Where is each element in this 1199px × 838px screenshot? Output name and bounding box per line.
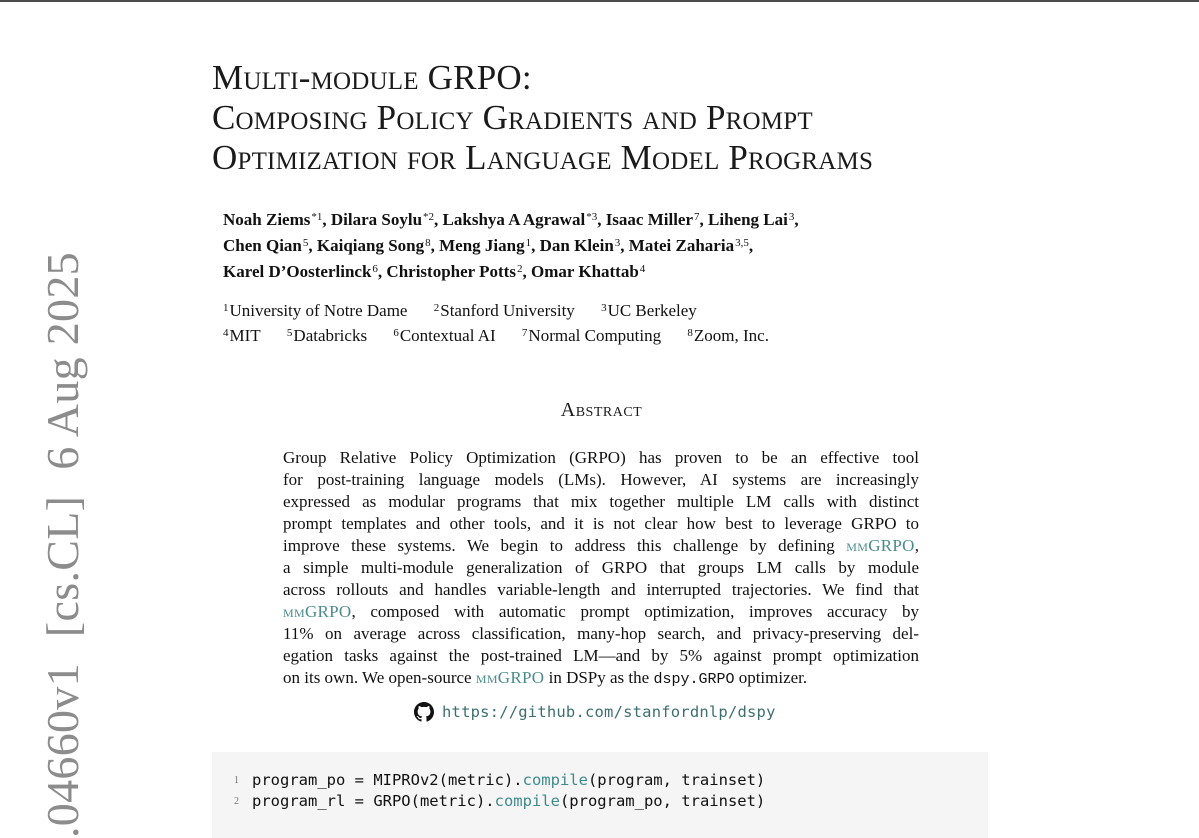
author: Christopher Potts$^2$, xyxy=(386,262,531,281)
arxiv-date: 6 Aug 2025 xyxy=(37,252,88,470)
arxiv-stamp xyxy=(37,252,88,838)
affiliation: $^3$UC Berkeley xyxy=(601,301,697,320)
title-line-1: Multi-module GRPO: xyxy=(212,58,532,97)
abstract-line: expressed as modular programs that mix together multiple LM calls with distinct xyxy=(283,492,919,511)
author: Lakshya A Agrawal$^{*3}$, xyxy=(442,210,606,229)
code-line-2: 2 program_rl = GRPO(metric).compile(program_po, trainset) xyxy=(234,792,766,810)
author: Dan Klein$^3$, xyxy=(539,236,629,255)
affiliation: $^6$Contextual AI xyxy=(393,326,496,345)
abstract-line: on its own. We open-source mmGRPO in DSPy as the dspy.GRPO optimizer. xyxy=(283,668,808,688)
mmgrpo-link[interactable]: mmGRPO xyxy=(283,602,352,621)
affiliation: $^2$Stanford University xyxy=(433,301,575,320)
abstract-line: for post-training language models (LMs). However, AI systems are increasingly xyxy=(283,470,919,489)
github-icon xyxy=(414,702,434,722)
affiliation: $^4$MIT xyxy=(223,326,261,345)
author: Meng Jiang$^1$, xyxy=(439,236,540,255)
abstract-line: 11% on average across classification, many-hop search, and privacy-preserving del- xyxy=(283,624,919,643)
code-line-1: 1 program_po = MIPROv2(metric).compile(program, trainset) xyxy=(234,771,766,789)
line-number: 2 xyxy=(234,795,239,807)
author: Liheng Lai$^3$, xyxy=(708,210,799,229)
author-row-3 xyxy=(223,259,799,285)
abstract-line: Group Relative Policy Optimization (GRPO) has proven to be an effective tool xyxy=(283,448,919,467)
affiliation-row-1 xyxy=(223,298,791,323)
author-list xyxy=(223,207,799,285)
inline-code: dspy.GRPO xyxy=(653,671,735,688)
github-url-link[interactable]: https://github.com/stanfordnlp/dspy xyxy=(442,703,776,721)
affiliation-list xyxy=(223,298,791,348)
author: Isaac Miller$^7$, xyxy=(605,210,709,229)
author: Dilara Soylu$^{*2}$, xyxy=(330,210,443,229)
arxiv-id: .04660v1 xyxy=(37,663,88,838)
author: Omar Khattab$^4$ xyxy=(530,262,646,281)
abstract-line: a simple multi-module generalization of GRPO that groups LM calls by module xyxy=(283,558,919,577)
affiliation: $^8$Zoom, Inc. xyxy=(687,326,769,345)
author: Noah Ziems$^{*1}$, xyxy=(223,210,331,229)
line-number: 1 xyxy=(234,774,239,786)
author: Kaiqiang Song$^8$, xyxy=(316,236,440,255)
affiliation: $^1$University of Notre Dame xyxy=(223,301,408,320)
abstract-body xyxy=(283,447,919,691)
github-link-row xyxy=(414,700,776,724)
abstract-line: prompt templates and other tools, and it is not clear how best to leverage GRPO to xyxy=(283,514,919,533)
abstract-line: egation tasks against the post-trained LM—and by 5% against prompt optimization xyxy=(283,646,919,665)
abstract-heading: Abstract xyxy=(560,399,643,421)
top-border xyxy=(0,0,1199,2)
title-line-2: Composing Policy Gradients and Prompt xyxy=(212,98,813,137)
author-row-1 xyxy=(223,207,799,233)
mmgrpo-link[interactable]: mmGRPO xyxy=(846,536,915,555)
title-line-3: Optimization for Language Model Programs xyxy=(212,138,874,177)
abstract-line: improve these systems. We begin to address this challenge by defining mmGRPO, xyxy=(283,536,919,555)
affiliation: $^7$Normal Computing xyxy=(521,326,662,345)
author: Karel D’Oosterlinck$^6$, xyxy=(223,262,387,281)
affiliation-row-2 xyxy=(223,323,791,348)
arxiv-category: [cs.CL] xyxy=(37,495,88,638)
paper-title xyxy=(212,58,873,178)
author: Chen Qian$^5$, xyxy=(223,236,317,255)
abstract-line: mmGRPO, composed with automatic prompt optimization, improves accuracy by xyxy=(283,602,919,621)
mmgrpo-link[interactable]: mmGRPO xyxy=(475,668,545,687)
author-row-2 xyxy=(223,233,799,259)
affiliation: $^5$Databricks xyxy=(286,326,368,345)
abstract-line: across rollouts and handles variable-length and interrupted trajectories. We find that xyxy=(283,580,919,599)
code-block xyxy=(212,752,988,838)
author: Matei Zaharia$^{3,5}$, xyxy=(628,236,754,255)
